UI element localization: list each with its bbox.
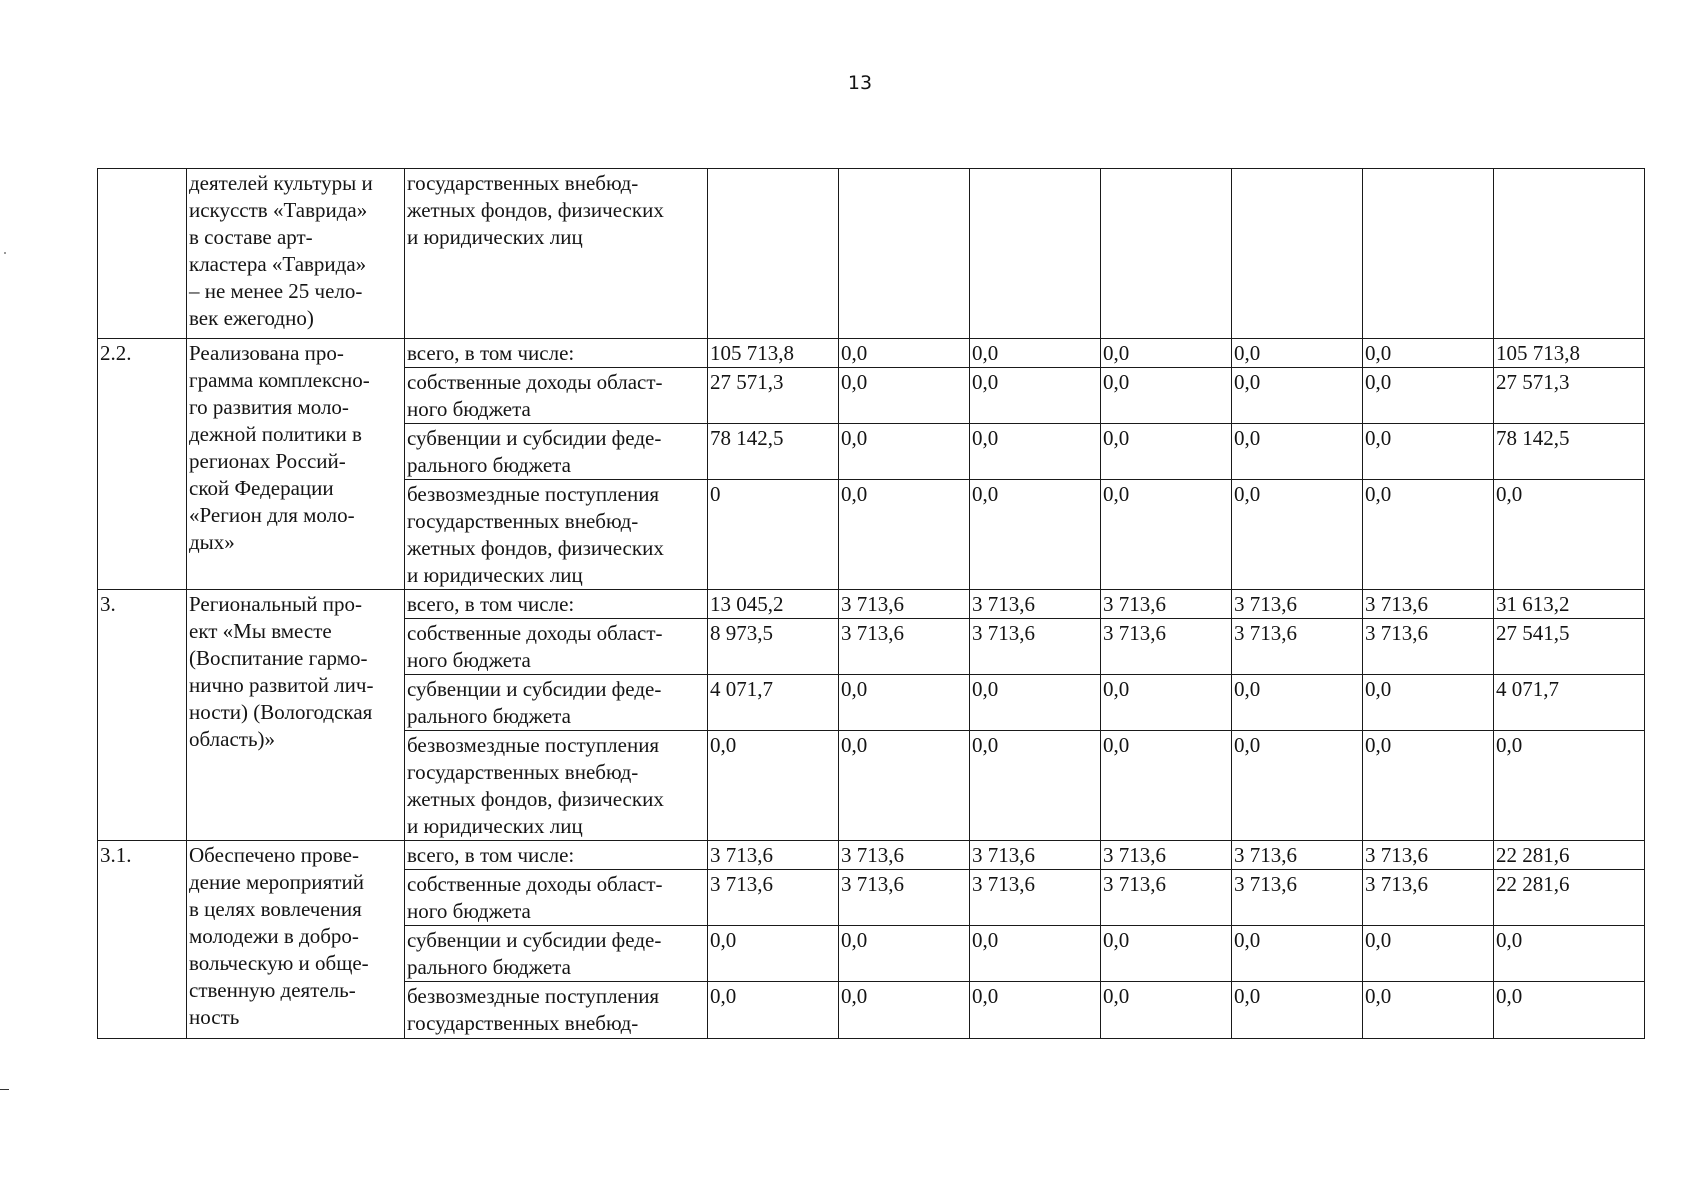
value-cell: 0,0 xyxy=(1101,675,1232,731)
funding-source-cell xyxy=(405,731,708,841)
value-cell: 0,0 xyxy=(970,424,1101,480)
value-cell: 0,0 xyxy=(839,424,970,480)
value-cell: 0,0 xyxy=(1232,480,1363,590)
value-cell: 78 142,5 xyxy=(1494,424,1645,480)
table-row-continued xyxy=(98,169,1645,339)
value-cell: 0,0 xyxy=(1232,982,1363,1039)
value-cell: 4 071,7 xyxy=(708,675,839,731)
funding-source-line: рального бюджета xyxy=(407,704,571,728)
value-cell: 27 571,3 xyxy=(708,368,839,424)
measure-name-cell xyxy=(187,169,405,339)
value-cell xyxy=(1363,169,1494,339)
value-cell: 0,0 xyxy=(1101,731,1232,841)
measure-name-line: область)» xyxy=(189,727,276,751)
funding-source-line: и юридических лиц xyxy=(407,563,583,587)
funding-source-line: всего, в том числе: xyxy=(407,341,575,365)
measure-name-line: нично развитой лич- xyxy=(189,673,374,697)
measure-name-line: вольческую и обще- xyxy=(189,951,369,975)
value-cell: 3 713,6 xyxy=(1363,841,1494,870)
value-cell: 0,0 xyxy=(839,675,970,731)
measure-name-line: – не менее 25 чело- xyxy=(189,279,363,303)
funding-source-line: субвенции и субсидии феде- xyxy=(407,426,662,450)
funding-source-line: ного бюджета xyxy=(407,397,531,421)
funding-source-cell xyxy=(405,841,708,870)
value-cell: 3 713,6 xyxy=(1363,870,1494,926)
value-cell: 3 713,6 xyxy=(1363,619,1494,675)
value-cell: 3 713,6 xyxy=(1363,590,1494,619)
funding-source-cell xyxy=(405,870,708,926)
measure-name-line: ской Федерации xyxy=(189,476,334,500)
value-cell: 3 713,6 xyxy=(970,841,1101,870)
value-cell: 0,0 xyxy=(839,731,970,841)
funding-source-cell xyxy=(405,169,708,339)
measure-name-line: дение мероприятий xyxy=(189,870,364,894)
table-body xyxy=(98,169,1645,1039)
measure-name-cell xyxy=(187,590,405,841)
funding-source-line: государственных внебюд- xyxy=(407,760,639,784)
value-cell: 105 713,8 xyxy=(1494,339,1645,368)
measure-name-line: ности) (Вологодская xyxy=(189,700,373,724)
value-cell: 0,0 xyxy=(1494,731,1645,841)
funding-source-line: государственных внебюд- xyxy=(407,509,639,533)
value-cell xyxy=(1232,169,1363,339)
value-cell: 0,0 xyxy=(1232,339,1363,368)
value-cell: 3 713,6 xyxy=(839,870,970,926)
value-cell: 3 713,6 xyxy=(970,870,1101,926)
measure-name-line: ственную деятель- xyxy=(189,978,356,1002)
value-cell: 0,0 xyxy=(1232,731,1363,841)
measure-name-line: регионах Россий- xyxy=(189,449,346,473)
measure-name-line: ность xyxy=(189,1005,240,1029)
value-cell: 0,0 xyxy=(1101,339,1232,368)
row-number-cell xyxy=(98,169,187,339)
funding-source-cell xyxy=(405,368,708,424)
value-cell: 0,0 xyxy=(1363,339,1494,368)
value-cell: 27 571,3 xyxy=(1494,368,1645,424)
value-cell: 3 713,6 xyxy=(1101,870,1232,926)
funding-source-line: всего, в том числе: xyxy=(407,843,575,867)
measure-name-line: в целях вовлечения xyxy=(189,897,362,921)
measure-name-line: дых» xyxy=(189,530,235,554)
measure-name-cell xyxy=(187,339,405,590)
funding-source-line: собственные доходы област- xyxy=(407,872,663,896)
funding-source-cell xyxy=(405,590,708,619)
funding-source-cell xyxy=(405,926,708,982)
value-cell: 22 281,6 xyxy=(1494,870,1645,926)
funding-source-line: и юридических лиц xyxy=(407,814,583,838)
value-cell: 0,0 xyxy=(839,480,970,590)
measure-name-line: дежной политики в xyxy=(189,422,362,446)
scan-edge-mark xyxy=(0,1089,9,1090)
value-cell: 0,0 xyxy=(708,926,839,982)
funding-source-line: государственных внебюд- xyxy=(407,1011,639,1035)
value-cell: 3 713,6 xyxy=(708,841,839,870)
funding-source-line: субвенции и субсидии феде- xyxy=(407,928,662,952)
value-cell: 0,0 xyxy=(970,339,1101,368)
value-cell: 0,0 xyxy=(1363,982,1494,1039)
funding-source-line: государственных внебюд- xyxy=(407,171,639,195)
funding-source-line: безвозмездные поступления xyxy=(407,482,660,506)
funding-source-cell xyxy=(405,982,708,1039)
value-cell: 31 613,2 xyxy=(1494,590,1645,619)
row-number-cell: 2.2. xyxy=(98,339,187,590)
funding-source-line: собственные доходы област- xyxy=(407,621,663,645)
value-cell xyxy=(839,169,970,339)
value-cell: 3 713,6 xyxy=(839,590,970,619)
value-cell: 0,0 xyxy=(1363,368,1494,424)
value-cell: 0,0 xyxy=(1232,926,1363,982)
measure-name-line: грамма комплексно- xyxy=(189,368,370,392)
value-cell: 0,0 xyxy=(1363,424,1494,480)
measure-name-line: «Регион для моло- xyxy=(189,503,355,527)
funding-source-line: и юридических лиц xyxy=(407,225,583,249)
funding-source-line: ного бюджета xyxy=(407,899,531,923)
budget-table xyxy=(97,168,1645,1039)
table-row xyxy=(98,339,1645,368)
value-cell: 0,0 xyxy=(839,926,970,982)
row-number-cell: 3. xyxy=(98,590,187,841)
funding-source-line: ного бюджета xyxy=(407,648,531,672)
funding-source-line: всего, в том числе: xyxy=(407,592,575,616)
funding-source-line: рального бюджета xyxy=(407,955,571,979)
measure-name-line: деятелей культуры и xyxy=(189,171,373,195)
measure-name-line: в составе арт- xyxy=(189,225,313,249)
funding-source-cell xyxy=(405,424,708,480)
row-number-cell: 3.1. xyxy=(98,841,187,1039)
value-cell: 3 713,6 xyxy=(839,619,970,675)
measure-name-line: кластера «Таврида» xyxy=(189,252,367,276)
table-row xyxy=(98,590,1645,619)
funding-source-cell xyxy=(405,675,708,731)
measure-name-line: искусств «Таврида» xyxy=(189,198,368,222)
value-cell: 8 973,5 xyxy=(708,619,839,675)
funding-source-cell xyxy=(405,619,708,675)
measure-name-cell xyxy=(187,841,405,1039)
value-cell: 3 713,6 xyxy=(1101,619,1232,675)
value-cell: 3 713,6 xyxy=(970,619,1101,675)
value-cell: 0,0 xyxy=(970,982,1101,1039)
value-cell: 0,0 xyxy=(1101,480,1232,590)
value-cell: 0,0 xyxy=(970,675,1101,731)
value-cell: 0,0 xyxy=(708,982,839,1039)
value-cell: 0,0 xyxy=(1101,982,1232,1039)
value-cell: 0,0 xyxy=(839,982,970,1039)
measure-name-line: молодежи в добро- xyxy=(189,924,359,948)
value-cell: 0,0 xyxy=(1363,675,1494,731)
value-cell: 0,0 xyxy=(1494,926,1645,982)
value-cell: 0,0 xyxy=(1232,368,1363,424)
page-number: 13 xyxy=(847,72,873,94)
funding-source-line: жетных фондов, физических xyxy=(407,198,664,222)
value-cell xyxy=(1101,169,1232,339)
table-row xyxy=(98,841,1645,870)
measure-name-line: Реализована про- xyxy=(189,341,344,365)
value-cell xyxy=(708,169,839,339)
value-cell: 3 713,6 xyxy=(1101,590,1232,619)
funding-source-line: безвозмездные поступления xyxy=(407,984,660,1008)
value-cell: 27 541,5 xyxy=(1494,619,1645,675)
measure-name-line: (Воспитание гармо- xyxy=(189,646,368,670)
value-cell: 3 713,6 xyxy=(970,590,1101,619)
value-cell: 0,0 xyxy=(1363,731,1494,841)
value-cell: 3 713,6 xyxy=(1101,841,1232,870)
value-cell: 3 713,6 xyxy=(1232,841,1363,870)
value-cell: 0,0 xyxy=(1494,982,1645,1039)
value-cell: 22 281,6 xyxy=(1494,841,1645,870)
value-cell: 0,0 xyxy=(839,368,970,424)
funding-source-cell xyxy=(405,480,708,590)
funding-source-cell xyxy=(405,339,708,368)
value-cell: 4 071,7 xyxy=(1494,675,1645,731)
value-cell: 0,0 xyxy=(1232,675,1363,731)
value-cell: 105 713,8 xyxy=(708,339,839,368)
measure-name-line: го развития моло- xyxy=(189,395,349,419)
value-cell: 0,0 xyxy=(1232,424,1363,480)
scan-artifact-dot xyxy=(4,252,6,254)
value-cell: 0,0 xyxy=(1101,368,1232,424)
measure-name-line: век ежегодно) xyxy=(189,306,314,330)
funding-source-line: собственные доходы област- xyxy=(407,370,663,394)
value-cell: 0,0 xyxy=(1363,926,1494,982)
value-cell: 0,0 xyxy=(970,368,1101,424)
value-cell: 0,0 xyxy=(1494,480,1645,590)
funding-source-line: жетных фондов, физических xyxy=(407,787,664,811)
value-cell xyxy=(970,169,1101,339)
value-cell: 78 142,5 xyxy=(708,424,839,480)
value-cell: 13 045,2 xyxy=(708,590,839,619)
value-cell: 0,0 xyxy=(970,926,1101,982)
measure-name-line: ект «Мы вместе xyxy=(189,619,332,643)
value-cell: 3 713,6 xyxy=(839,841,970,870)
value-cell: 3 713,6 xyxy=(1232,619,1363,675)
value-cell: 0,0 xyxy=(1363,480,1494,590)
measure-name-line: Обеспечено прове- xyxy=(189,843,359,867)
measure-name-line: Региональный про- xyxy=(189,592,362,616)
funding-source-line: жетных фондов, физических xyxy=(407,536,664,560)
value-cell: 0,0 xyxy=(970,731,1101,841)
value-cell: 0,0 xyxy=(708,731,839,841)
value-cell: 0,0 xyxy=(1101,926,1232,982)
value-cell: 3 713,6 xyxy=(1232,870,1363,926)
funding-source-line: рального бюджета xyxy=(407,453,571,477)
value-cell: 0,0 xyxy=(1101,424,1232,480)
value-cell: 0 xyxy=(708,480,839,590)
value-cell: 3 713,6 xyxy=(1232,590,1363,619)
value-cell xyxy=(1494,169,1645,339)
value-cell: 0,0 xyxy=(970,480,1101,590)
value-cell: 3 713,6 xyxy=(708,870,839,926)
funding-source-line: субвенции и субсидии феде- xyxy=(407,677,662,701)
funding-source-line: безвозмездные поступления xyxy=(407,733,660,757)
value-cell: 0,0 xyxy=(839,339,970,368)
